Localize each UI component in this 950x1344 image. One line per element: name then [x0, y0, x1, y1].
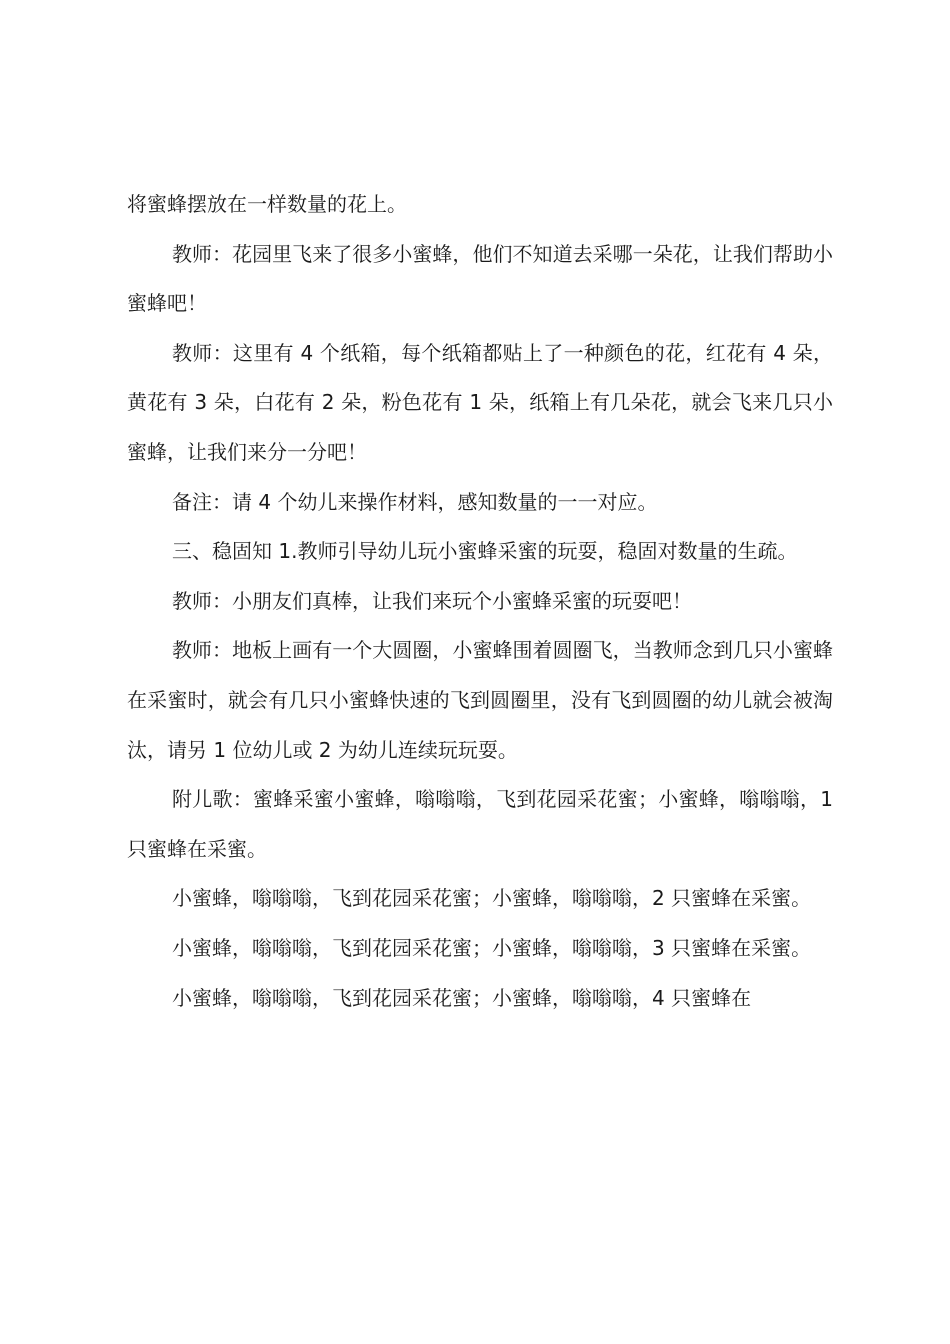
paragraph-2: 教师：花园里飞来了很多小蜜蜂，他们不知道去采哪一朵花，让我们帮助小蜜蜂吧！ [127, 241, 833, 316]
paragraph-1: 将蜜蜂摆放在一样数量的花上。 [127, 192, 407, 216]
paragraph-10: 小蜜蜂，嗡嗡嗡，飞到花园采花蜜；小蜜蜂，嗡嗡嗡，3 只蜜蜂在采蜜。 [172, 935, 812, 960]
document-body [127, 180, 833, 1023]
paragraph-5: 三、稳固知 1.教师引导幼儿玩小蜜蜂采蜜的玩耍，稳固对数量的生疏。 [172, 539, 798, 564]
paragraph-4: 备注：请 4 个幼儿来操作材料，感知数量的一一对应。 [172, 489, 658, 514]
paragraph-6: 教师：小朋友们真棒，让我们来玩个小蜜蜂采蜜的玩耍吧！ [172, 588, 692, 613]
paragraph-7: 教师：地板上画有一个大圆圈，小蜜蜂围着圆圈飞，当教师念到几只小蜜蜂在采蜜时，就会有几只小蜜蜂快速的飞到圆圈里，没有飞到圆圈的幼儿就会被淘汰，请另 1 位幼儿或 2 为幼儿连续玩玩耍。 [127, 638, 833, 762]
paragraph-3: 教师：这里有 4 个纸箱，每个纸箱都贴上了一种颜色的花，红花有 4 朵，黄花有 3 朵，白花有 2 朵，粉色花有 1 朵，纸箱上有几朵花，就会飞来几只小蜜蜂，让我们来分一分吧！ [127, 340, 833, 464]
paragraph-11: 小蜜蜂，嗡嗡嗡，飞到花园采花蜜；小蜜蜂，嗡嗡嗡，4 只蜜蜂在 [172, 985, 752, 1010]
paragraph-8: 附儿歌：蜜蜂采蜜小蜜蜂，嗡嗡嗡，飞到花园采花蜜；小蜜蜂，嗡嗡嗡，1 只蜜蜂在采蜜。 [127, 787, 833, 861]
paragraph-9: 小蜜蜂，嗡嗡嗡，飞到花园采花蜜；小蜜蜂，嗡嗡嗡，2 只蜜蜂在采蜜。 [172, 886, 812, 911]
